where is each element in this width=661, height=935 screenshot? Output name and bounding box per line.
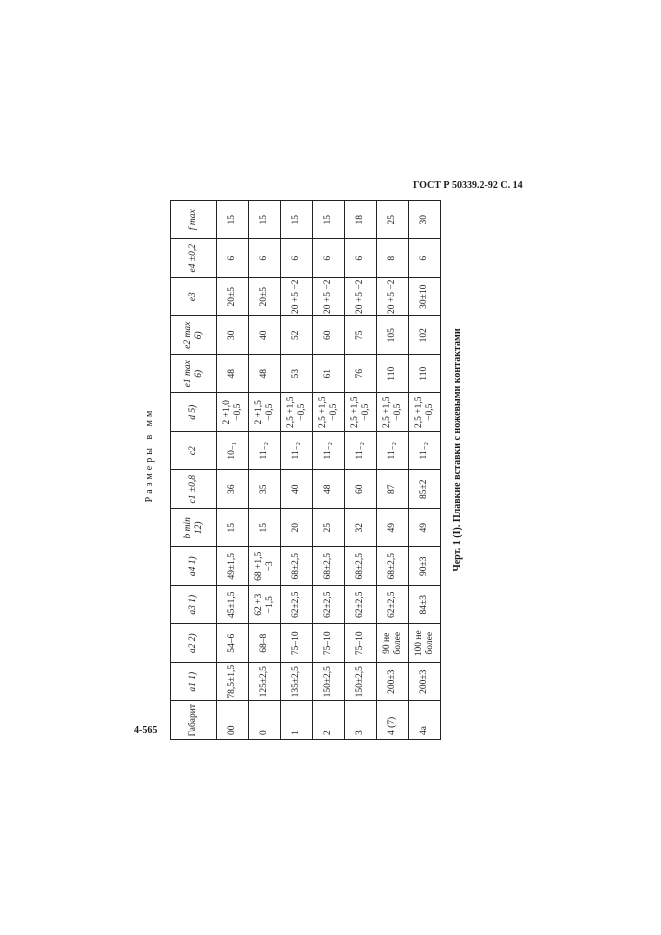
table-cell: 85±2 [409,470,441,509]
table-cell: 75–10 [345,624,377,663]
table-cell: 40 [249,316,281,355]
table-cell: 20 [281,509,313,548]
table-cell: 49±1,5 [217,547,249,586]
table-cell: 36 [217,470,249,509]
table-cell: 52 [281,316,313,355]
table-cell: 18 [345,201,377,240]
table-cell: 62±2,5 [345,586,377,625]
column-header: e1 max 6) [171,355,217,394]
table-cell: 49 [377,509,409,548]
table-cell: 20 +5 −2 [281,278,313,317]
table-cell: 30 [409,201,441,240]
table-cell: 53 [281,355,313,394]
table-cell: 90 не более [377,624,409,663]
table-cell: 45±1,5 [217,586,249,625]
table-cell: 6 [249,239,281,278]
table-cell: 76 [345,355,377,394]
table-cell: 84±3 [409,586,441,625]
table-cell: 105 [377,316,409,355]
table-cell: 25 [377,201,409,240]
table-cell: 11₋₂ [281,432,313,471]
table-cell: 11₋₂ [249,432,281,471]
table-cell: 110 [377,355,409,394]
table-header-row [171,201,217,740]
column-header: a4 1) [171,547,217,586]
table-cell: 68±2,5 [281,547,313,586]
table-cell: 15 [281,201,313,240]
table-cell: 75–10 [313,624,345,663]
table-cell: 15 [217,509,249,548]
table-cell: 68–8 [249,624,281,663]
table-cell: 35 [249,470,281,509]
table-row [409,201,441,740]
row-header-cell: 3 [345,701,377,740]
table-cell: 11₋₂ [345,432,377,471]
table-row [281,201,313,740]
table-cell: 135±2,5 [281,663,313,702]
table-cell: 102 [409,316,441,355]
row-header-cell: 4 (7) [377,701,409,740]
table-cell: 10₋₁ [217,432,249,471]
table-cell: 30±10 [409,278,441,317]
table-cell: 75 [345,316,377,355]
table-cell: 6 [345,239,377,278]
table-title: Размеры в мм [144,407,155,503]
table-row [217,201,249,740]
table-cell: 150±2,5 [313,663,345,702]
column-header: d 5) [171,393,217,432]
table-cell: 32 [345,509,377,548]
page-number: 4-565 [134,725,158,736]
row-header-cell: 0 [249,701,281,740]
table-cell: 48 [313,470,345,509]
table-cell: 2,5 +1,5 −0,5 [377,393,409,432]
table-cell: 15 [249,201,281,240]
table-cell: 6 [281,239,313,278]
column-header: f max [171,201,217,240]
table-cell: 6 [313,239,345,278]
table-cell: 60 [313,316,345,355]
row-header-cell: 00 [217,701,249,740]
table-cell: 100 не более [409,624,441,663]
table-cell: 78,5±1,5 [217,663,249,702]
table-cell: 8 [377,239,409,278]
table-cell: 110 [409,355,441,394]
column-header: a2 2) [171,624,217,663]
table-cell: 61 [313,355,345,394]
table-cell: 20 +5 −2 [377,278,409,317]
table-row [313,201,345,740]
figure-caption: Черт. 1 (I). Плавкие вставки с ножевыми контактами [452,328,463,572]
row-header-cell: 1 [281,701,313,740]
column-header: c1 ±0,8 [171,470,217,509]
table-row [377,201,409,740]
table-row [249,201,281,740]
table-cell: 75–10 [281,624,313,663]
table-cell: 15 [217,201,249,240]
table-cell: 20 +5 −2 [313,278,345,317]
table-cell: 62±2,5 [281,586,313,625]
column-header: b min 12) [171,509,217,548]
table-cell: 15 [249,509,281,548]
column-header: e3 [171,278,217,317]
table-cell: 68±2,5 [345,547,377,586]
column-header: a3 1) [171,586,217,625]
table-cell: 62±2,5 [377,586,409,625]
column-header: Габарит [171,701,217,740]
table-cell: 11₋₂ [409,432,441,471]
table-cell: 20 +5 −2 [345,278,377,317]
table-cell: 48 [249,355,281,394]
table-cell: 2 +1,0 −0,5 [217,393,249,432]
column-header: a1 1) [171,663,217,702]
table-cell: 30 [217,316,249,355]
row-header-cell: 4a [409,701,441,740]
column-header: e4 ±0,2 [171,239,217,278]
document-header: ГОСТ Р 50339.2-92 С. 14 [413,180,523,191]
table-cell: 20±5 [217,278,249,317]
table-cell: 20±5 [249,278,281,317]
table-cell: 200±3 [409,663,441,702]
table-cell: 90±3 [409,547,441,586]
table-cell: 49 [409,509,441,548]
table-cell: 68±2,5 [313,547,345,586]
dimensions-table [170,200,441,740]
table-cell: 2,5 +1,5 −0,5 [409,393,441,432]
row-header-cell: 2 [313,701,345,740]
dimensions-table-wrapper [170,200,435,740]
table-cell: 87 [377,470,409,509]
column-header: e2 max 6) [171,316,217,355]
table-cell: 2,5 +1,5 −0,5 [345,393,377,432]
table-cell: 48 [217,355,249,394]
table-cell: 40 [281,470,313,509]
table-cell: 2 +1,5 −0,5 [249,393,281,432]
table-cell: 6 [217,239,249,278]
column-header: c2 [171,432,217,471]
table-cell: 2,5 +1,5 −0,5 [281,393,313,432]
table-cell: 125±2,5 [249,663,281,702]
table-cell: 62 +3 −1,5 [249,586,281,625]
table-cell: 54–6 [217,624,249,663]
table-cell: 62±2,5 [313,586,345,625]
table-cell: 150±2,5 [345,663,377,702]
table-row [345,201,377,740]
table-cell: 15 [313,201,345,240]
table-cell: 200±3 [377,663,409,702]
table-cell: 2,5 +1,5 −0,5 [313,393,345,432]
table-cell: 11₋₂ [313,432,345,471]
table-cell: 60 [345,470,377,509]
table-cell: 11₋₂ [377,432,409,471]
table-cell: 68 +1,5 −3 [249,547,281,586]
table-cell: 6 [409,239,441,278]
table-cell: 68±2,5 [377,547,409,586]
table-cell: 25 [313,509,345,548]
